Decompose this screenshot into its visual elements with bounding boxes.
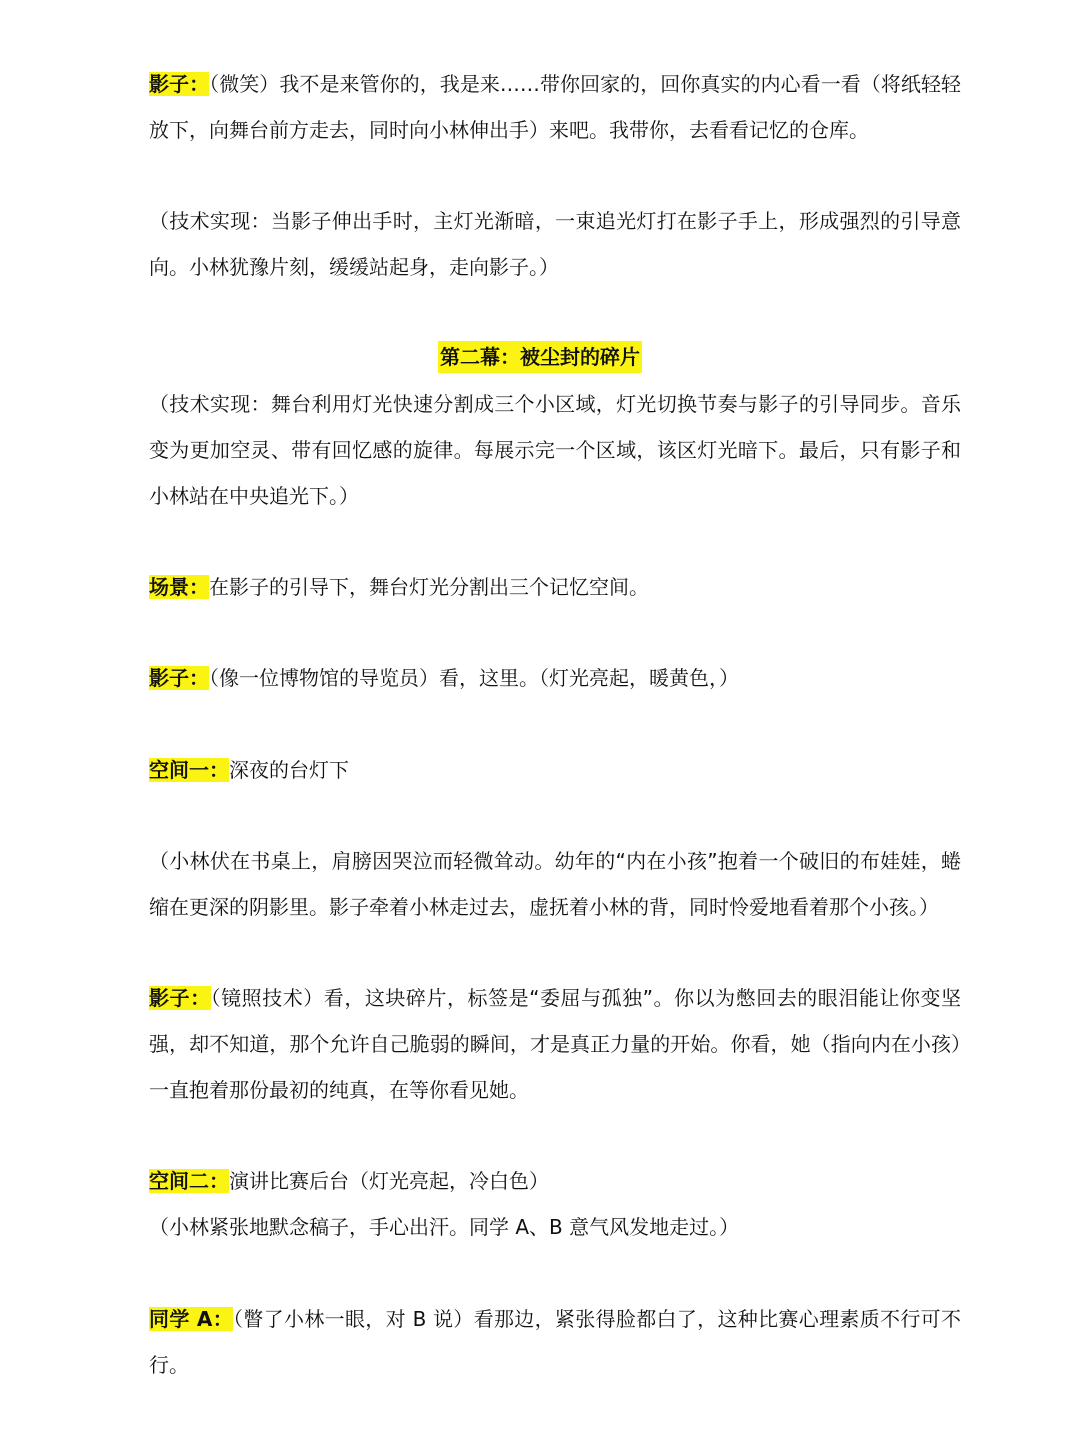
stage-direction — [149, 838, 961, 930]
speaker-label: 空间一： — [149, 758, 229, 782]
paragraph-text: （技术实现：舞台利用灯光快速分割成三个小区域，灯光切换节奏与影子的引导同步。音乐变为更加空灵、带有回忆感的旋律。每展示完一个区域，该区灯光暗下。最后，只有影子和小林站在中央追光下。） — [149, 392, 961, 508]
paragraph-text: （微笑）我不是来管你的，我是来……带你回家的，回你真实的内心看一看（将纸轻轻放下，向舞台前方走去，同时向小林伸出手）来吧。我带你，去看看记忆的仓库。 — [149, 72, 962, 142]
stage-direction — [149, 381, 961, 519]
speaker-label: 影子： — [149, 986, 211, 1010]
paragraph-text: （镜照技术）看，这块碎片，标签是“委屈与孤独”。你以为憋回去的眼泪能让你变坚强，却不知道，那个允许自己脆弱的瞬间，才是真正力量的开始。你看，她（指向内在小孩）一直抱着那份最初的纯真，在等你看见她。 — [149, 986, 962, 1102]
dialogue-paragraph — [149, 61, 961, 153]
stage-direction — [149, 1204, 961, 1250]
dialogue-paragraph — [149, 975, 961, 1113]
scene-paragraph — [149, 564, 961, 610]
stage-direction — [149, 198, 961, 290]
speaker-label: 同学 A： — [149, 1307, 234, 1331]
paragraph-text: 在影子的引导下，舞台灯光分割出三个记忆空间。 — [209, 575, 649, 599]
speaker-label: 影子： — [149, 72, 210, 96]
paragraph-text: 演讲比赛后台（灯光亮起，冷白色） — [229, 1169, 549, 1193]
speaker-label: 场景： — [149, 575, 209, 599]
paragraph-text: （像一位博物馆的导览员）看，这里。（灯光亮起，暖黄色，） — [209, 666, 739, 690]
paragraph-text: （技术实现：当影子伸出手时，主灯光渐暗，一束追光灯打在影子手上，形成强烈的引导意向。小林犹豫片刻，缓缓站起身，走向影子。） — [149, 209, 961, 279]
paragraph-text: （小林紧张地默念稿子，手心出汗。同学 A、B 意气风发地走过。） — [149, 1215, 740, 1239]
paragraph-text: （小林伏在书桌上，肩膀因哭泣而轻微耸动。幼年的“内在小孩”抱着一个破旧的布娃娃，蜷缩在更深的阴影里。影子牵着小林走过去，虚抚着小林的背，同时怜爱地看着那个小孩。） — [149, 849, 961, 919]
section-title-text: 第二幕：被尘封的碎片 — [438, 341, 642, 373]
space-heading — [149, 747, 961, 793]
paragraph-text: （瞥了小林一眼，对 B 说）看那边，紧张得脸都白了，这种比赛心理素质不行可不行。 — [149, 1307, 961, 1377]
speaker-label: 空间二： — [149, 1169, 229, 1193]
space-heading — [149, 1158, 961, 1204]
speaker-label: 影子： — [149, 666, 209, 690]
dialogue-paragraph — [149, 655, 961, 701]
dialogue-paragraph — [149, 1296, 961, 1388]
paragraph-text: 深夜的台灯下 — [229, 758, 349, 782]
section-title — [0, 334, 1080, 380]
